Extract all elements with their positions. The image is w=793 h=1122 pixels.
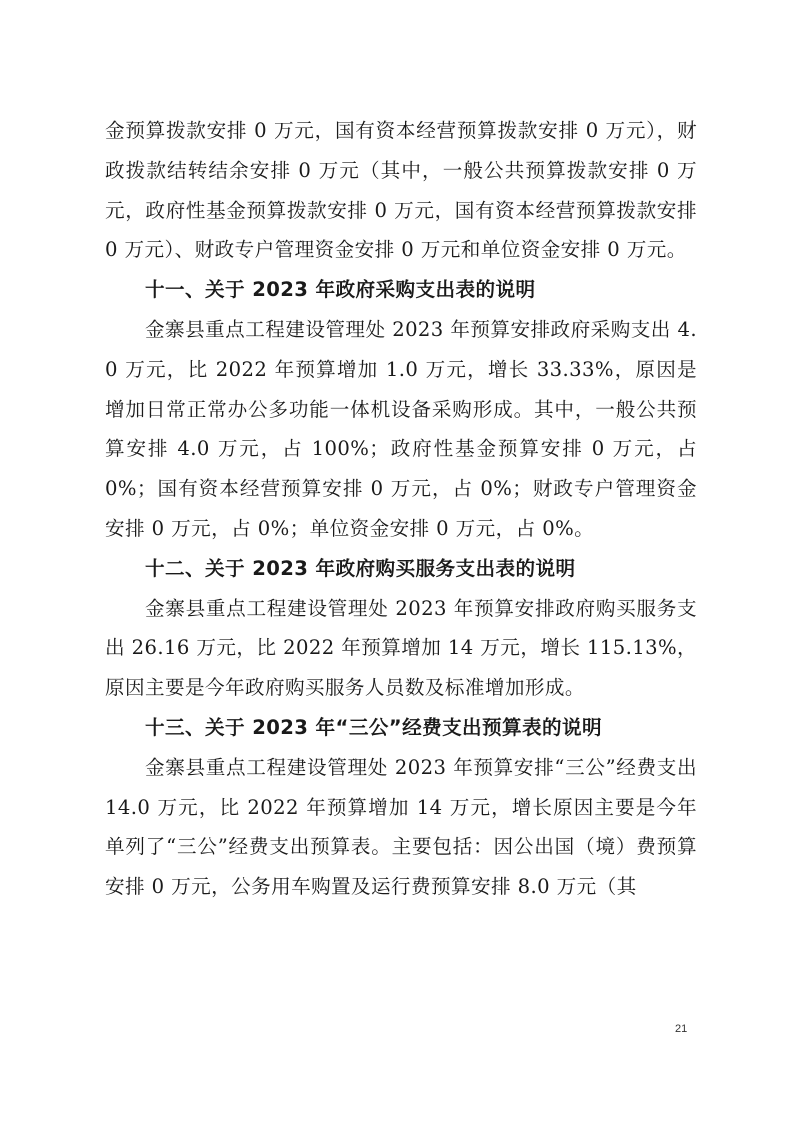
document-body (105, 111, 697, 907)
paragraph-three-public-expenses: 金寨县重点工程建设管理处 2023 年预算安排“三公”经费支出 14.0 万元，比 2022 年预算增加 14 万元，增长原因主要是今年单列了“三公”经费支出预算表。主要包括：因公出国（境）费预算安排 0 万元，公务用车购置及运行费预算安排 8.0 万元（其 (105, 755, 697, 899)
paragraph-government-procurement: 金寨县重点工程建设管理处 2023 年预算安排政府采购支出 4.0 万元，比 2022 年预算增加 1.0 万元，增长 33.33%，原因是增加日常正常办公多功能一体机设备采购形成。其中，一般公共预算安排 4.0 万元，占 100%；政府性基金预算安排 0 万元，占 0%；国有资本经营预算安排 0 万元，占 0%；财政专户管理资金安排 0 万元，占 0%；单位资金安排 0 万元，占 0%。 (105, 317, 697, 540)
paragraph-government-services: 金寨县重点工程建设管理处 2023 年预算安排政府购买服务支出 26.16 万元，比 2022 年预算增加 14 万元，增长 115.13%，原因主要是今年政府购买服务人员数及标准增加形成。 (105, 596, 697, 700)
section-heading-11: 十一、关于 2023 年政府采购支出表的说明 (145, 278, 536, 302)
page-number: 21 (675, 1023, 688, 1035)
section-heading-12: 十二、关于 2023 年政府购买服务支出表的说明 (145, 556, 576, 580)
section-heading-13: 十三、关于 2023 年“三公”经费支出预算表的说明 (145, 715, 603, 739)
paragraph-fund-arrangement: 金预算拨款安排 0 万元，国有资本经营预算拨款安排 0 万元），财政拨款结转结余安排 0 万元（其中，一般公共预算拨款安排 0 万元，政府性基金预算拨款安排 0 万元，国有资本经营预算拨款安排 0 万元）、财政专户管理资金安排 0 万元和单位资金安排 0 万元。 (105, 119, 697, 262)
